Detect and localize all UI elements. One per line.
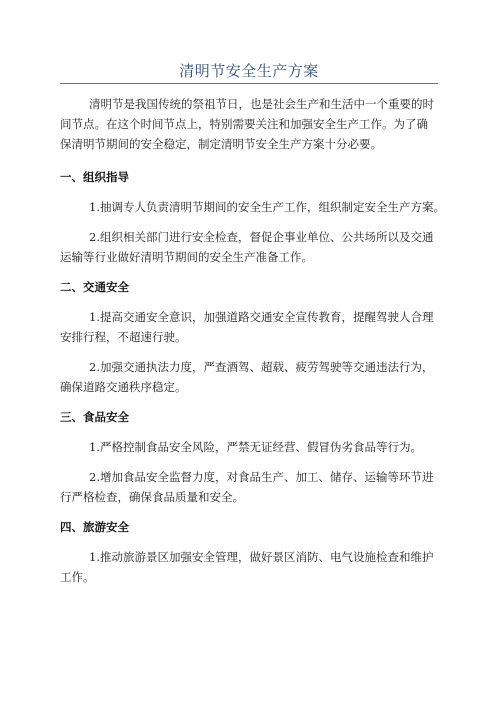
item-line: 安排行程，不超速行驶。 (60, 330, 187, 344)
intro-line: 间节点。在这个时间节点上，特别需要关注和加强安全生产工作。为了确 (60, 117, 428, 131)
item-line: 2.增加食品安全监督力度，对食品生产、加工、储存、运输等环节进 (89, 470, 434, 484)
item-line: 2.组织相关部门进行安全检查，督促企事业单位、公共场所以及交通 (89, 230, 434, 244)
section-item (60, 307, 445, 347)
intro-line: 清明节是我国传统的祭祖节日，也是社会生产和生活中一个重要的时 (89, 97, 434, 111)
item-line: 1.推动旅游景区加强安全管理，做好景区消防、电气设施检查和维护 (89, 550, 434, 564)
section-heading-food: 三、食品安全 (60, 410, 129, 424)
section-heading-organization: 一、组织指导 (60, 170, 129, 184)
item-line: 行严格检查，确保食品质量和安全。 (60, 490, 244, 504)
section-item (60, 467, 445, 507)
section-item (60, 227, 445, 267)
section-item (60, 437, 445, 457)
section-heading-traffic: 二、交通安全 (60, 280, 129, 294)
item-line: 1.抽调专人负责清明节期间的安全生产工作，组织制定安全生产方案。 (89, 200, 445, 214)
item-line: 确保道路交通秩序稳定。 (60, 380, 187, 394)
section-item (60, 357, 445, 397)
document-body (60, 94, 445, 597)
item-line: 1.严格控制食品安全风险，严禁无证经营、假冒伪劣食品等行为。 (89, 440, 422, 454)
item-line: 1.提高交通安全意识，加强道路交通安全宣传教育，提醒驾驶人合理 (89, 310, 434, 324)
item-line: 运输等行业做好清明节期间的安全生产准备工作。 (60, 250, 313, 264)
section-heading-tourism: 四、旅游安全 (60, 520, 129, 534)
item-line: 2.加强交通执法力度，严查酒驾、超载、疲劳驾驶等交通违法行为， (89, 360, 434, 374)
section-item (60, 197, 445, 217)
intro-paragraph (60, 94, 445, 154)
section-item (60, 547, 445, 587)
intro-line: 保清明节期间的安全稳定，制定清明节安全生产方案十分必要。 (60, 137, 382, 151)
document-title: 清明节安全生产方案 (179, 62, 319, 80)
item-line: 工作。 (60, 570, 95, 584)
title-underline (60, 83, 438, 84)
